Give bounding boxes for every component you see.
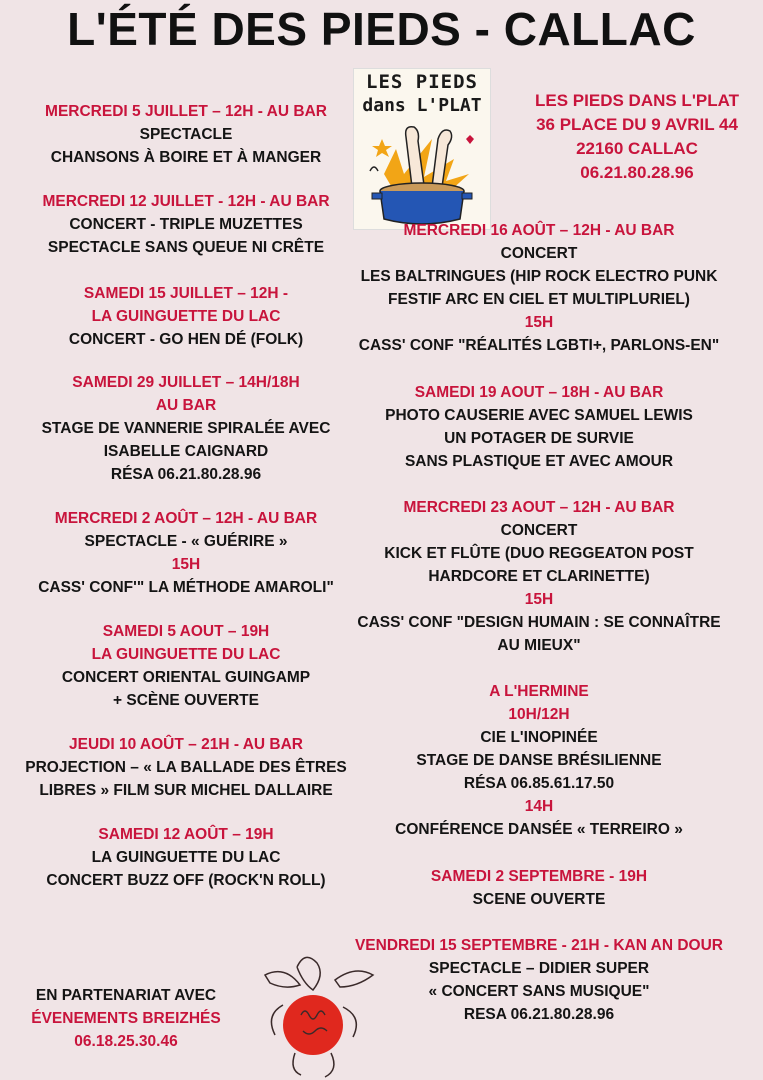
event-line: SAMEDI 19 AOUT – 18H - AU BAR: [414, 384, 664, 401]
event-line: MERCREDI 5 JUILLET – 12H - AU BAR: [45, 103, 327, 120]
event-line: LA GUINGUETTE DU LAC: [91, 646, 281, 663]
event-block: [8, 282, 364, 351]
event-line: STAGE DE VANNERIE SPIRALÉE AVEC: [41, 420, 331, 437]
event-line: RÉSA 06.85.61.17.50: [463, 775, 615, 792]
event-line: SAMEDI 15 JUILLET – 12H -: [83, 285, 289, 302]
event-line: CONCERT ORIENTAL GUINGAMP: [61, 669, 311, 686]
event-line: 15H: [524, 314, 554, 331]
event-line: « CONCERT SANS MUSIQUE": [428, 983, 650, 1000]
event-block: [335, 680, 743, 841]
address-line: 06.21.80.28.96: [580, 163, 694, 182]
event-line: JEUDI 10 AOÛT – 21H - AU BAR: [69, 736, 303, 753]
event-line: A L'HERMINE: [489, 683, 589, 700]
event-line: CONCERT BUZZ OFF (ROCK'N ROLL): [46, 872, 326, 889]
event-line: ISABELLE CAIGNARD: [103, 443, 269, 460]
event-block: [8, 733, 364, 802]
event-line: LA GUINGUETTE DU LAC: [91, 308, 281, 325]
event-block: [335, 865, 743, 911]
event-block: [8, 100, 364, 169]
event-line: CASS' CONF "RÉALITÉS LGBTI+, PARLONS-EN": [358, 337, 720, 354]
address-line: 36 PLACE DU 9 AVRIL 44: [536, 115, 738, 134]
partner-line: ÉVENEMENTS BREIZHÉS: [31, 1010, 221, 1027]
feet-in-pot-illustration: [354, 119, 490, 229]
event-line: VENDREDI 15 SEPTEMBRE - 21H - KAN AN DOUR: [354, 937, 724, 954]
event-block: [8, 620, 364, 712]
event-block: [8, 190, 364, 259]
event-line: SCENE OUVERTE: [472, 891, 606, 908]
event-block: [335, 381, 743, 473]
event-block: [8, 371, 364, 486]
event-line: CONFÉRENCE DANSÉE « TERREIRO »: [395, 821, 683, 838]
partnership-block: [10, 984, 242, 1053]
address-line: LES PIEDS DANS L'PLAT: [535, 91, 739, 110]
event-line: CASS' CONF'" LA MÉTHODE AMAROLI": [38, 579, 334, 596]
venue-address: [517, 89, 757, 185]
event-block: [8, 507, 364, 599]
event-line: CASS' CONF "DESIGN HUMAIN : SE CONNAÎTRE: [357, 614, 721, 631]
event-line: 14H: [524, 798, 554, 815]
event-line: MERCREDI 2 AOÛT – 12H - AU BAR: [54, 510, 318, 527]
event-line: SPECTACLE SANS QUEUE NI CRÊTE: [47, 239, 325, 256]
event-line: CIE L'INOPINÉE: [480, 729, 598, 746]
event-line: SAMEDI 5 AOUT – 19H: [102, 623, 270, 640]
address-line: 22160 CALLAC: [576, 139, 698, 158]
event-line: SPECTACLE: [139, 126, 233, 143]
event-line: 15H: [524, 591, 554, 608]
event-line: + SCÈNE OUVERTE: [113, 692, 259, 709]
event-line: PHOTO CAUSERIE AVEC SAMUEL LEWIS: [385, 407, 693, 424]
event-line: SPECTACLE - « GUÉRIRE »: [84, 533, 288, 550]
event-line: RÉSA 06.21.80.28.96: [110, 466, 262, 483]
event-block: [335, 219, 743, 357]
partner-line: 06.18.25.30.46: [74, 1033, 178, 1050]
event-line: AU MIEUX": [497, 637, 581, 654]
event-line: LIBRES » FILM SUR MICHEL DALLAIRE: [39, 782, 333, 799]
event-line: CONCERT - GO HEN DÉ (FOLK): [68, 331, 304, 348]
event-line: SAMEDI 2 SEPTEMBRE - 19H: [430, 868, 648, 885]
event-line: LES BALTRINGUES (HIP ROCK ELECTRO PUNK: [360, 268, 718, 285]
logo-line-2: dans L'PLAT: [362, 95, 482, 116]
event-line: 15H: [171, 556, 201, 573]
event-line: SAMEDI 12 AOÛT – 19H: [98, 826, 274, 843]
event-line: 10H/12H: [508, 706, 570, 723]
event-line: PROJECTION – « LA BALLADE DES ÊTRES: [25, 759, 347, 776]
logo-line-1: LES PIEDS: [366, 71, 478, 93]
event-line: LA GUINGUETTE DU LAC: [91, 849, 281, 866]
partner-logo-illustration: [245, 945, 380, 1080]
event-line: MERCREDI 16 AOÛT – 12H - AU BAR: [403, 222, 675, 239]
event-line: STAGE DE DANSE BRÉSILIENNE: [416, 752, 662, 769]
event-line: RESA 06.21.80.28.96: [463, 1006, 615, 1023]
partner-line: EN PARTENARIAT AVEC: [35, 987, 217, 1004]
event-line: SAMEDI 29 JUILLET – 14H/18H: [72, 374, 300, 391]
event-line: SANS PLASTIQUE ET AVEC AMOUR: [404, 453, 674, 470]
event-line: CONCERT: [500, 522, 578, 539]
page-title: L'ÉTÉ DES PIEDS - CALLAC: [67, 3, 696, 55]
event-logo: [353, 68, 491, 230]
event-line: UN POTAGER DE SURVIE: [444, 430, 634, 447]
event-line: FESTIF ARC EN CIEL ET MULTIPLURIEL): [388, 291, 690, 308]
event-line: CHANSONS À BOIRE ET À MANGER: [50, 149, 322, 166]
event-line: MERCREDI 12 JUILLET - 12H - AU BAR: [42, 193, 330, 210]
event-block: [335, 496, 743, 657]
event-line: SPECTACLE – DIDIER SUPER: [428, 960, 650, 977]
event-block: [335, 934, 743, 1026]
event-line: CONCERT: [500, 245, 578, 262]
event-line: AU BAR: [155, 397, 217, 414]
event-line: HARDCORE ET CLARINETTE): [428, 568, 650, 585]
event-line: MERCREDI 23 AOUT – 12H - AU BAR: [403, 499, 675, 516]
event-line: CONCERT - TRIPLE MUZETTES: [69, 216, 303, 233]
event-line: KICK ET FLÛTE (DUO REGGEATON POST: [384, 545, 694, 562]
event-block: [8, 823, 364, 892]
